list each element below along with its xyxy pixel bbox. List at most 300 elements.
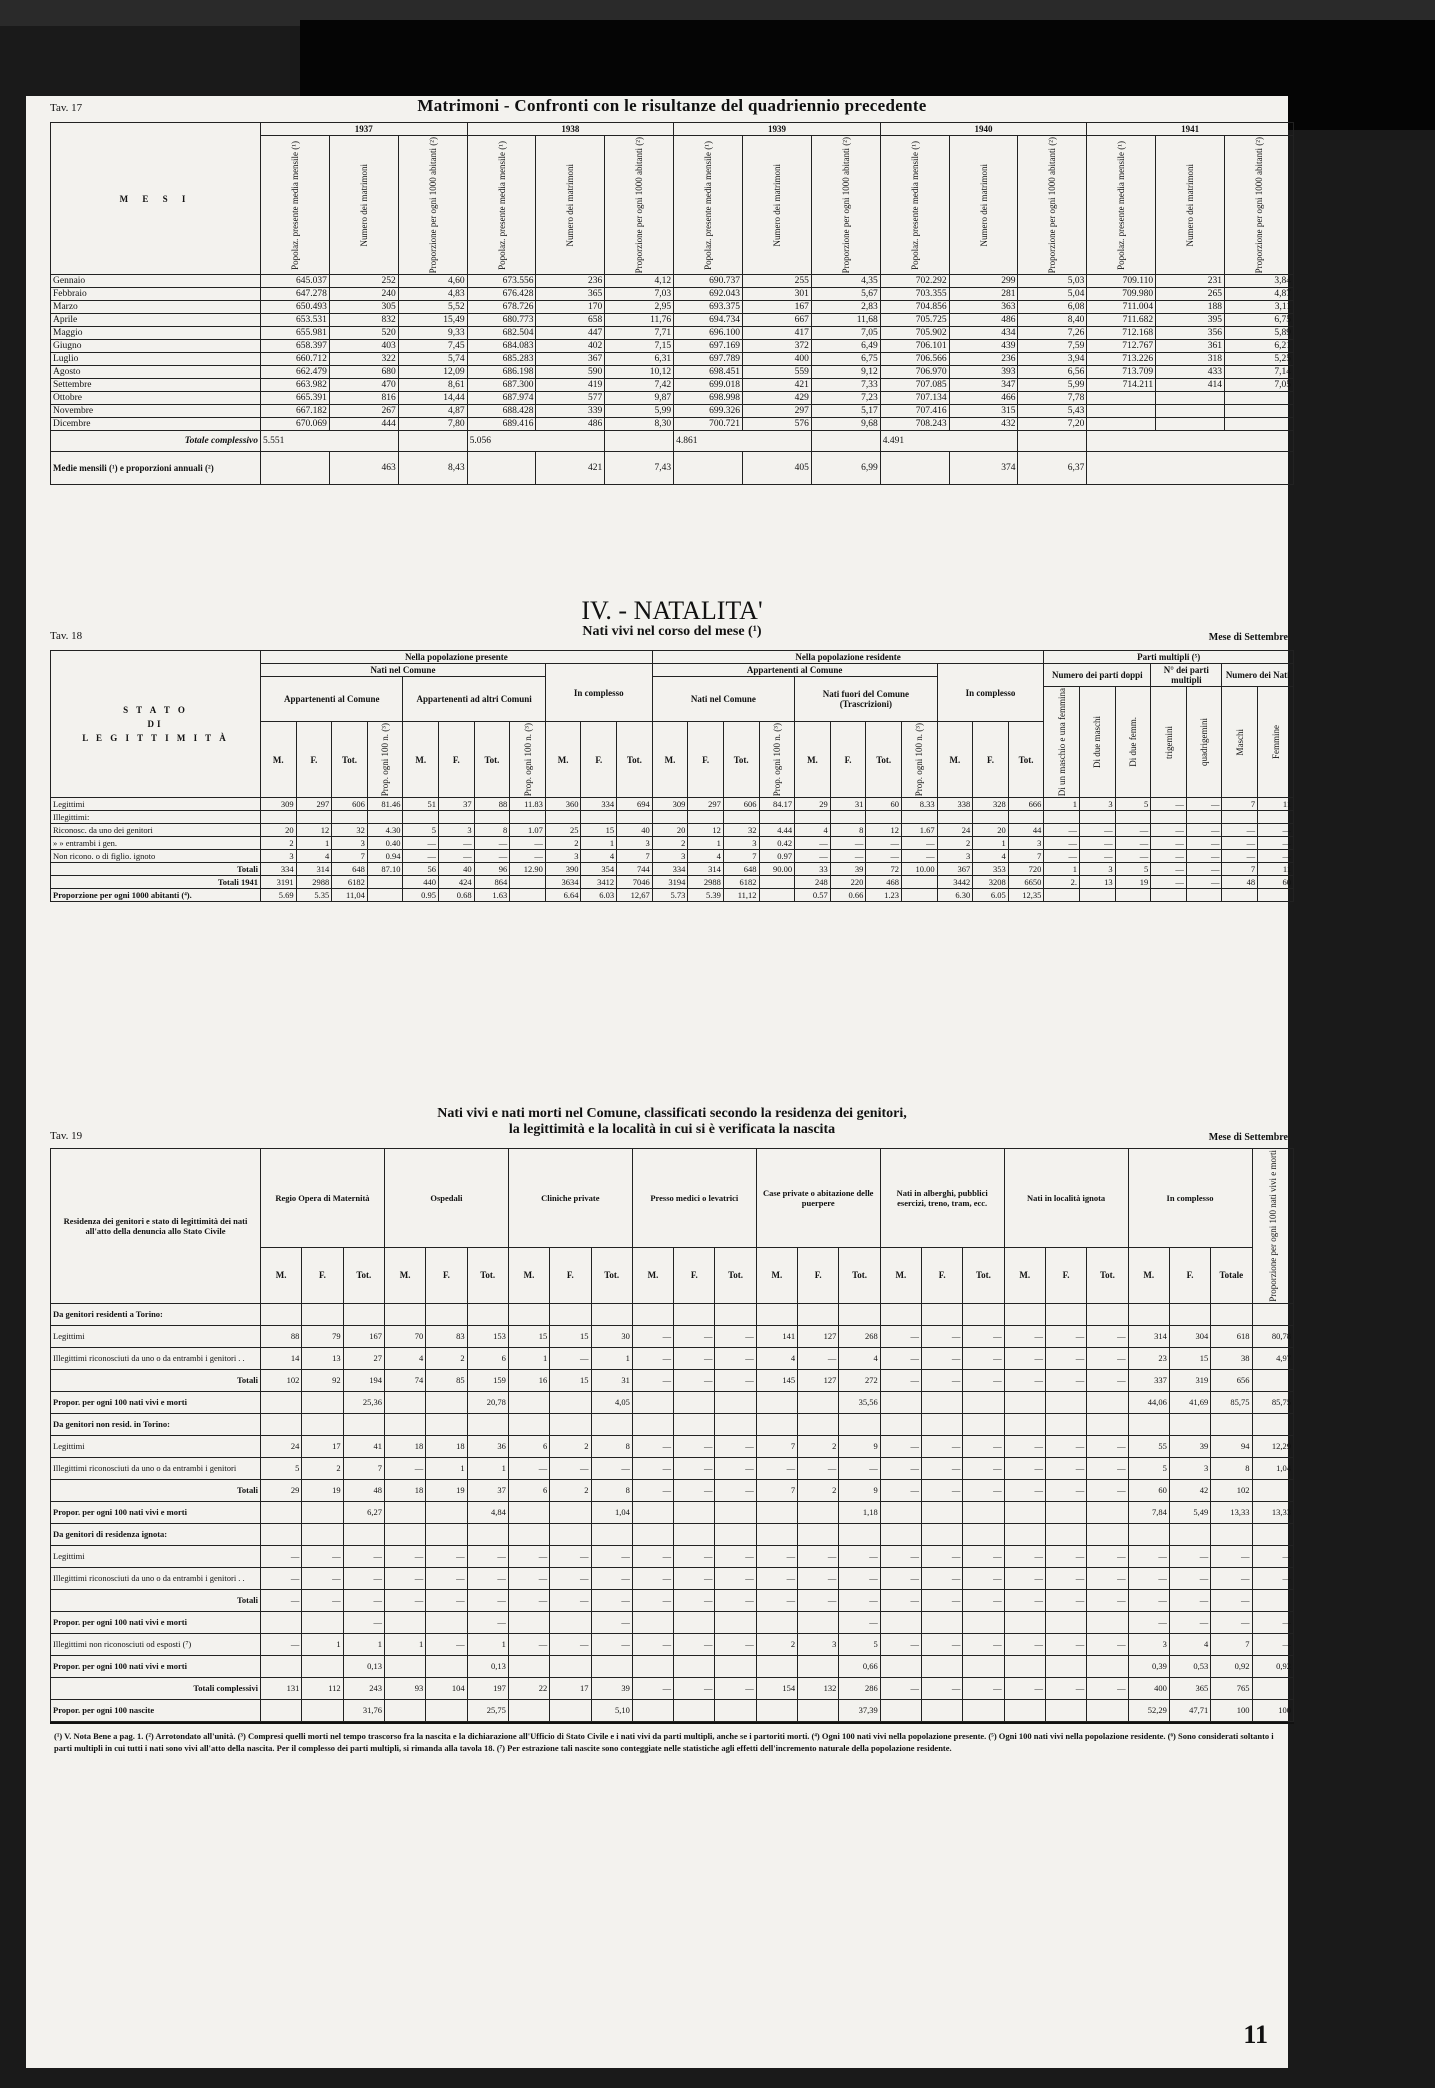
data-cell: 2 [937,837,973,850]
data-cell: — [1087,1567,1128,1589]
row-label: Propor. per ogni 100 nati vivi e morti [51,1391,261,1413]
empty-cell [591,1413,632,1435]
data-cell: 8 [591,1479,632,1501]
data-cell: 44,06 [1128,1391,1169,1413]
data-cell: 690.737 [674,275,743,288]
data-cell: 243 [343,1677,384,1699]
overall-header: In complesso [545,664,652,722]
data-cell: 2,95 [605,301,674,314]
data-cell: — [1080,850,1116,863]
empty-cell [1008,811,1044,824]
data-cell: — [1211,1545,1252,1567]
data-cell: 648 [332,863,368,876]
data-cell [384,1699,425,1721]
data-cell [508,1501,549,1523]
data-cell [756,1501,797,1523]
residence-row [51,1479,1294,1501]
data-cell: — [403,850,439,863]
header-row [51,651,1294,664]
data-cell: — [1045,1435,1086,1457]
row-label: Illegittimi riconosciuti da uno o da entrambi i genitori . . [51,1347,261,1369]
legitimacy-row [51,876,1294,889]
row-label: Legittimi [51,1325,261,1347]
data-cell: 2 [652,837,688,850]
data-cell: 645.037 [261,275,330,288]
data-cell: 188 [1156,301,1225,314]
data-cell: 20 [652,824,688,837]
data-cell: 709.110 [1087,275,1156,288]
year-header: 1938 [467,123,674,136]
empty-cell [302,1413,343,1435]
data-cell: — [302,1589,343,1611]
data-cell: — [1004,1369,1045,1391]
data-cell: 1 [343,1633,384,1655]
data-cell: 7 [1211,1633,1252,1655]
data-cell [1087,1611,1128,1633]
data-cell: — [1186,863,1222,876]
data-cell: 88 [474,798,510,811]
empty-cell [963,1413,1004,1435]
vertical-header-text: Prop. ogni 100 n. (³) [380,723,391,797]
empty-cell [1004,1413,1045,1435]
place-group-header: Regio Opera di Maternità [261,1149,385,1248]
data-cell [1225,392,1294,405]
empty-cell [1186,811,1222,824]
data-cell: — [715,1435,756,1457]
multiple-births-count-header: N° dei parti multipli [1151,664,1222,687]
data-cell: 2. [1044,876,1080,889]
data-cell: 70 [384,1325,425,1347]
data-cell: 656 [1211,1369,1252,1391]
data-cell: 240 [329,288,398,301]
data-cell: 72 [866,863,902,876]
data-cell [922,1391,963,1413]
data-cell: 692.043 [674,288,743,301]
data-cell: — [756,1457,797,1479]
data-cell [715,1391,756,1413]
data-cell: 5,49 [1169,1501,1210,1523]
average-value: 374 [949,452,1018,485]
data-cell: 301 [743,288,812,301]
data-cell: — [880,1325,921,1347]
data-cell: 37,39 [839,1699,880,1721]
empty-cell [1252,1413,1294,1435]
data-cell: 32 [332,824,368,837]
data-cell: — [880,1435,921,1457]
data-cell: 705.902 [880,327,949,340]
data-cell: 466 [949,392,1018,405]
data-cell: 25,36 [343,1391,384,1413]
data-cell: 39 [591,1677,632,1699]
data-cell: 468 [866,876,902,889]
empty-cell [1252,1303,1294,1325]
data-cell: — [343,1545,384,1567]
data-cell: 680 [329,366,398,379]
empty-cell [1018,431,1087,452]
data-cell: 419 [536,379,605,392]
data-cell: 520 [329,327,398,340]
data-cell: — [922,1479,963,1501]
data-cell [591,1655,632,1677]
data-cell: 680.773 [467,314,536,327]
data-cell: 60 [866,798,902,811]
data-cell [880,1655,921,1677]
column-header [674,136,743,275]
empty-cell [384,1303,425,1325]
data-cell: 684.083 [467,340,536,353]
place-group-header: Presso medici o levatrici [632,1149,756,1248]
data-cell: 3,11 [1225,301,1294,314]
data-cell: — [261,1545,302,1567]
empty-cell [1128,1303,1169,1325]
data-cell: 433 [1156,366,1225,379]
total-value: 5.551 [261,431,399,452]
total-header: Tot. [467,1247,508,1303]
data-cell: 12.90 [510,863,546,876]
vertical-header-text: Prop. ogni 100 n. (³) [522,723,533,797]
vertical-header-text: Prop. ogni 100 n. (³) [914,723,925,797]
month-row [51,288,1294,301]
data-cell: 3412 [581,876,617,889]
data-cell: 7,78 [1018,392,1087,405]
data-cell: 55 [1128,1435,1169,1457]
data-cell: 711.004 [1087,301,1156,314]
data-cell: 13 [1080,876,1116,889]
data-cell: 15,49 [398,314,467,327]
data-cell [261,1501,302,1523]
born-in-comune-header: Nati nel Comune [652,677,794,722]
data-cell: 711.682 [1087,314,1156,327]
data-cell: 5,52 [398,301,467,314]
empty-cell [880,452,949,485]
belonging-header: Appartenenti al Comune [261,677,403,722]
data-cell: 4 [688,850,724,863]
residence-row [51,1655,1294,1677]
data-cell: 299 [949,275,1018,288]
data-cell: — [384,1457,425,1479]
data-cell: 18 [426,1435,467,1457]
data-cell: 3 [1080,798,1116,811]
data-cell: — [798,1589,839,1611]
data-cell: 432 [949,418,1018,431]
data-cell: — [674,1589,715,1611]
male-header: M. [937,722,973,798]
male-header: M. [1004,1247,1045,1303]
residence-row [51,1369,1294,1391]
column-header [536,136,605,275]
empty-cell [398,431,467,452]
total-header: Tot. [474,722,510,798]
data-cell: 400 [743,353,812,366]
data-cell: 23 [1128,1347,1169,1369]
male-header: M. [880,1247,921,1303]
data-cell: 12 [296,824,332,837]
data-cell: 56 [403,863,439,876]
data-cell [261,1699,302,1721]
data-cell: — [591,1633,632,1655]
data-cell [1156,392,1225,405]
proportion-header [510,722,546,798]
data-cell: 40 [439,863,475,876]
empty-cell [1087,452,1294,485]
data-cell [550,1501,591,1523]
data-cell: — [1004,1325,1045,1347]
data-cell: 421 [743,379,812,392]
data-cell: 2 [302,1457,343,1479]
data-cell: — [467,1545,508,1567]
empty-cell [426,1413,467,1435]
empty-cell [632,1523,673,1545]
data-cell: 0,92 [1252,1655,1294,1677]
average-value: 8,43 [398,452,467,485]
data-cell: 665.391 [261,392,330,405]
empty-cell [839,1303,880,1325]
empty-cell [474,811,510,824]
data-cell: — [426,1633,467,1655]
data-cell: 334 [261,863,297,876]
data-cell: — [632,1325,673,1347]
data-cell: — [1004,1545,1045,1567]
data-cell: 414 [1156,379,1225,392]
total-header: Tot. [1087,1247,1128,1303]
data-cell: 265 [1156,288,1225,301]
data-cell: 7 [723,850,759,863]
data-cell: — [922,1347,963,1369]
born-in-comune-header: Nati nel Comune [261,664,546,677]
belonging-comune-header: Appartenenti al Comune [652,664,937,677]
month-label: Febbraio [51,288,261,301]
data-cell [1252,1479,1294,1501]
row-label: Totali complessivi [51,1677,261,1699]
data-cell: 2 [261,837,297,850]
month-row [51,418,1294,431]
data-cell: — [1004,1677,1045,1699]
data-cell [1151,889,1187,902]
empty-cell [343,1523,384,1545]
data-cell: — [632,1677,673,1699]
data-cell: — [839,1611,880,1633]
data-cell: 390 [545,863,581,876]
data-cell: 319 [1169,1369,1210,1391]
data-cell: — [1087,1457,1128,1479]
data-cell: 606 [723,798,759,811]
data-cell [963,1655,1004,1677]
empty-cell [384,1523,425,1545]
data-cell: — [963,1677,1004,1699]
average-value: 6,37 [1018,452,1087,485]
empty-cell [550,1303,591,1325]
table-18-block [50,624,1294,902]
data-cell [880,1611,921,1633]
place-group-header: Nati in alberghi, pubblici esercizi, treno, tram, ecc. [880,1149,1004,1248]
data-cell [1087,1501,1128,1523]
empty-cell [674,1303,715,1325]
column-header [880,136,949,275]
data-cell: 663.982 [261,379,330,392]
data-cell: — [1087,1677,1128,1699]
data-cell: 713.709 [1087,366,1156,379]
data-cell: 0,39 [1128,1655,1169,1677]
data-cell: — [1222,837,1258,850]
data-cell: 31 [830,798,866,811]
data-cell: 694 [617,798,653,811]
column-header [605,136,674,275]
data-cell: 3,94 [1018,353,1087,366]
data-cell: — [963,1633,1004,1655]
place-group-header: Cliniche private [508,1149,632,1248]
empty-cell [674,452,743,485]
data-cell: 707.134 [880,392,949,405]
average-value: 7,43 [605,452,674,485]
data-cell: — [963,1347,1004,1369]
data-cell: 5.35 [296,889,332,902]
data-cell: — [1045,1545,1086,1567]
data-cell: 3194 [652,876,688,889]
legitimacy-row [51,798,1294,811]
empty-cell [1080,811,1116,824]
data-cell: 618 [1211,1325,1252,1347]
year-header: 1937 [261,123,468,136]
vertical-header-text: Maschi [1234,728,1245,756]
data-cell: 4,87 [398,405,467,418]
data-cell: 5,74 [398,353,467,366]
data-cell: 47,71 [1169,1699,1210,1721]
total-header: Totale [1211,1247,1252,1303]
data-cell: 267 [329,405,398,418]
data-cell: — [880,1567,921,1589]
data-cell: 31,76 [343,1699,384,1721]
empty-cell [811,431,880,452]
data-cell: — [426,1567,467,1589]
data-cell: 9,68 [811,418,880,431]
data-cell: 6,08 [1018,301,1087,314]
data-cell [1252,1677,1294,1699]
data-cell: 2 [798,1435,839,1457]
data-cell: 15 [1169,1347,1210,1369]
data-cell: 367 [536,353,605,366]
data-cell [261,1655,302,1677]
data-cell: — [1004,1435,1045,1457]
data-cell: 559 [743,366,812,379]
data-cell: 7 [332,850,368,863]
data-cell [302,1699,343,1721]
data-cell: 159 [467,1369,508,1391]
empty-cell [467,1303,508,1325]
data-cell: 127 [798,1369,839,1391]
female-header: F. [1169,1247,1210,1303]
vertical-header-text: Numero dei matrimoni [771,163,782,247]
data-cell: — [550,1589,591,1611]
data-cell: — [1087,1369,1128,1391]
data-cell [1087,392,1156,405]
data-cell: — [1128,1567,1169,1589]
data-cell: 7,84 [1128,1501,1169,1523]
data-cell [302,1611,343,1633]
data-cell: — [1044,850,1080,863]
vertical-header-text: Proporzione per ogni 1000 abitanti (²) [427,137,438,274]
data-cell: 7 [1222,863,1258,876]
data-cell: 698.451 [674,366,743,379]
data-cell: 83 [426,1325,467,1347]
total-header: Tot. [591,1247,632,1303]
data-cell: 6,75 [811,353,880,366]
empty-cell [1004,1523,1045,1545]
table-18-title: Nati vivi nel corso del mese (¹) [582,624,762,639]
present-pop-header: Nella popolazione presente [261,651,653,664]
empty-cell [617,811,653,824]
average-value: 463 [329,452,398,485]
data-cell: 1 [688,837,724,850]
data-cell: — [963,1435,1004,1457]
data-cell: 17 [550,1677,591,1699]
empty-cell [756,1303,797,1325]
data-cell [550,1611,591,1633]
data-cell: 5 [403,824,439,837]
data-cell: 712.767 [1087,340,1156,353]
month-row [51,366,1294,379]
data-cell: 360 [545,798,581,811]
data-cell: 688.428 [467,405,536,418]
document-page [26,96,1291,2068]
month-row [51,275,1294,288]
data-cell: 48 [343,1479,384,1501]
row-label: Illegittimi riconosciuti da uno o da entrambi i genitori . . [51,1567,261,1589]
data-cell: 11.83 [510,798,546,811]
data-cell: 153 [467,1325,508,1347]
data-cell: 36 [467,1435,508,1457]
data-cell: 11,04 [332,889,368,902]
data-cell [963,1611,1004,1633]
data-cell: 314 [1128,1325,1169,1347]
data-cell [1087,1699,1128,1721]
data-cell: 1.63 [474,889,510,902]
data-cell [922,1655,963,1677]
empty-cell [795,811,831,824]
empty-cell [384,1413,425,1435]
data-cell [508,1391,549,1413]
data-cell: 4,35 [811,275,880,288]
empty-cell [508,1523,549,1545]
data-cell: 470 [329,379,398,392]
data-cell: — [302,1545,343,1567]
data-cell: 9,33 [398,327,467,340]
empty-cell [1211,1303,1252,1325]
empty-cell [688,811,724,824]
data-cell [674,1611,715,1633]
data-cell: 1 [581,837,617,850]
data-cell: 12,29 [1252,1435,1294,1457]
empty-cell [1044,811,1080,824]
data-cell: 167 [343,1325,384,1347]
data-cell [632,1501,673,1523]
data-cell: 305 [329,301,398,314]
data-cell: 5,17 [811,405,880,418]
data-cell [1004,1391,1045,1413]
data-cell: — [963,1325,1004,1347]
empty-cell [1151,811,1187,824]
data-cell: — [674,1435,715,1457]
place-group-header: In complesso [1128,1149,1252,1248]
column-header [743,136,812,275]
data-cell: — [591,1457,632,1479]
data-cell [1044,889,1080,902]
data-cell: — [715,1545,756,1567]
data-cell: 10,12 [605,366,674,379]
vertical-header-text: Di un maschio e una femmina [1056,688,1067,797]
data-cell: 80,78 [1252,1325,1294,1347]
data-cell: 666 [1008,798,1044,811]
empty-cell [545,811,581,824]
